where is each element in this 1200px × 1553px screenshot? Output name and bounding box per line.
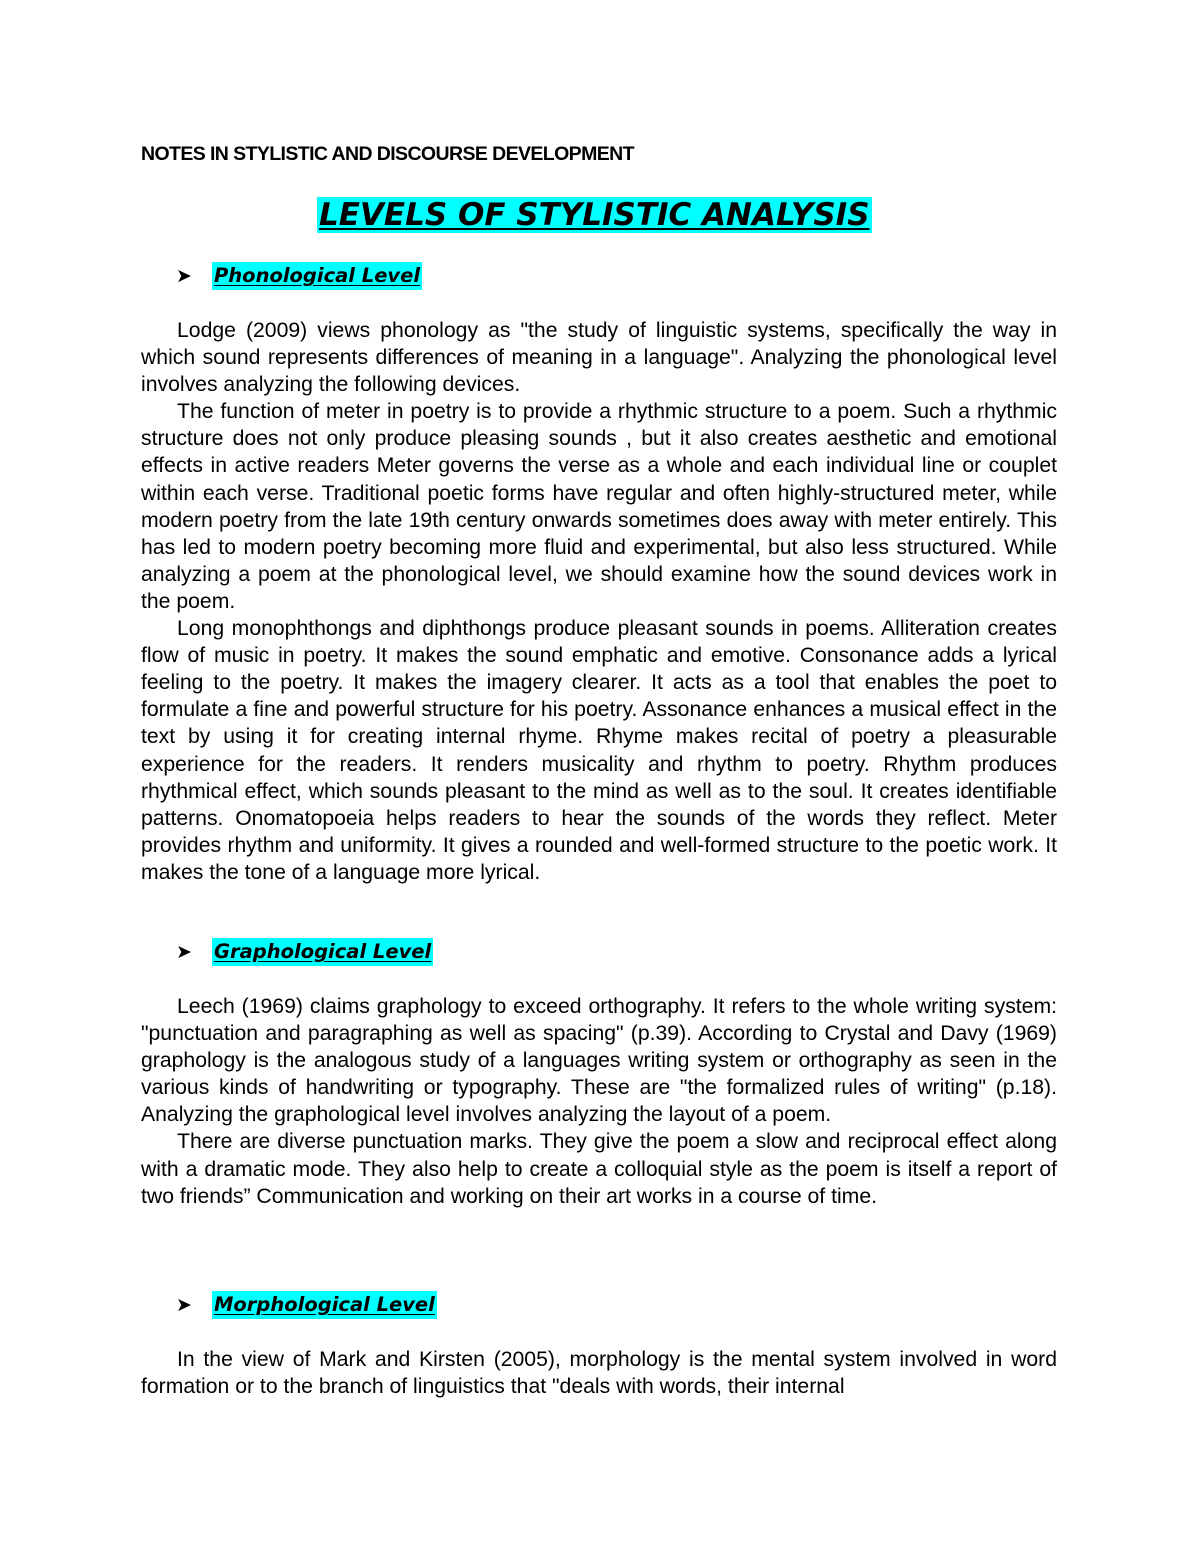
arrow-bullet-icon: ➤: [176, 941, 192, 963]
arrow-bullet-icon: ➤: [176, 1294, 192, 1316]
arrow-bullet-icon: ➤: [176, 265, 192, 287]
paragraph: In the view of Mark and Kirsten (2005), morphology is the mental system involved in word formation or to the branch of linguistics that "deals with words, their internal: [141, 1348, 1057, 1399]
section-heading-graphological: [176, 938, 433, 966]
paragraph: Leech (1969) claims graphology to exceed orthography. It refers to the whole writing system: "punctuation and paragraphing as well as spacing" (p.39). According to Crystal and Davy (1969) graphology is the analogous study of a languages writing system or orthography as seen in the various kinds of handwriting or typography. These are "the formalized rules of writing" (p.18). Analyzing the graphological level involves analyzing the layout of a poem.: [141, 995, 1057, 1127]
section-body-morphological: [141, 1346, 1057, 1400]
section-body-phonological: [141, 317, 1057, 886]
section-heading-label: Graphological Level: [212, 938, 433, 966]
section-heading-phonological: [176, 262, 422, 290]
paragraph: The function of meter in poetry is to provide a rhythmic structure to a poem. Such a rhythmic structure does not only produce pleasing sounds , but it also creates aesthetic and emotional effects in active readers Meter governs the verse as a whole and each individual line or couplet within each verse. Traditional poetic forms have regular and often highly-structured meter, while modern poetry from the late 19th century onwards sometimes does away with meter entirely. This has led to modern poetry becoming more fluid and experimental, but also less structured. While analyzing a poem at the phonological level, we should examine how the sound devices work in the poem.: [141, 400, 1057, 613]
section-heading-label: Phonological Level: [212, 262, 422, 290]
document-title: [317, 193, 872, 237]
section-heading-morphological: [176, 1291, 437, 1319]
notes-header: NOTES IN STYLISTIC AND DISCOURSE DEVELOPMENT: [141, 143, 634, 165]
paragraph: Long monophthongs and diphthongs produce pleasant sounds in poems. Alliteration creates flow of music in poetry. It makes the sound emphatic and emotive. Consonance adds a lyrical feeling to the poetry. It makes the imagery clearer. It acts as a tool that enables the poet to formulate a fine and powerful structure for his poetry. Assonance enhances a musical effect in the text by using it for creating internal rhyme. Rhyme makes recital of poetry a pleasurable experience for the readers. It renders musicality and rhythm to poetry. Rhythm produces rhythmical effect, which sounds pleasant to the mind as well as to the soul. It creates identifiable patterns. Onomatopoeia helps readers to hear the sounds of the words they reflect. Meter provides rhythm and uniformity. It gives a rounded and well-formed structure to the poetic work. It makes the tone of a language more lyrical.: [141, 617, 1057, 884]
paragraph: Lodge (2009) views phonology as "the study of linguistic systems, specifically the way in which sound represents differences of meaning in a language". Analyzing the phonological level involves analyzing the following devices.: [141, 319, 1057, 397]
paragraph: There are diverse punctuation marks. They give the poem a slow and reciprocal effect along with a dramatic mode. They also help to create a colloquial style as the poem is itself a report of two friends” Communication and working on their art works in a course of time.: [141, 1130, 1057, 1208]
section-heading-label: Morphological Level: [212, 1291, 437, 1319]
section-body-graphological: [141, 993, 1057, 1210]
document-title-text: LEVELS OF STYLISTIC ANALYSIS: [319, 197, 870, 233]
